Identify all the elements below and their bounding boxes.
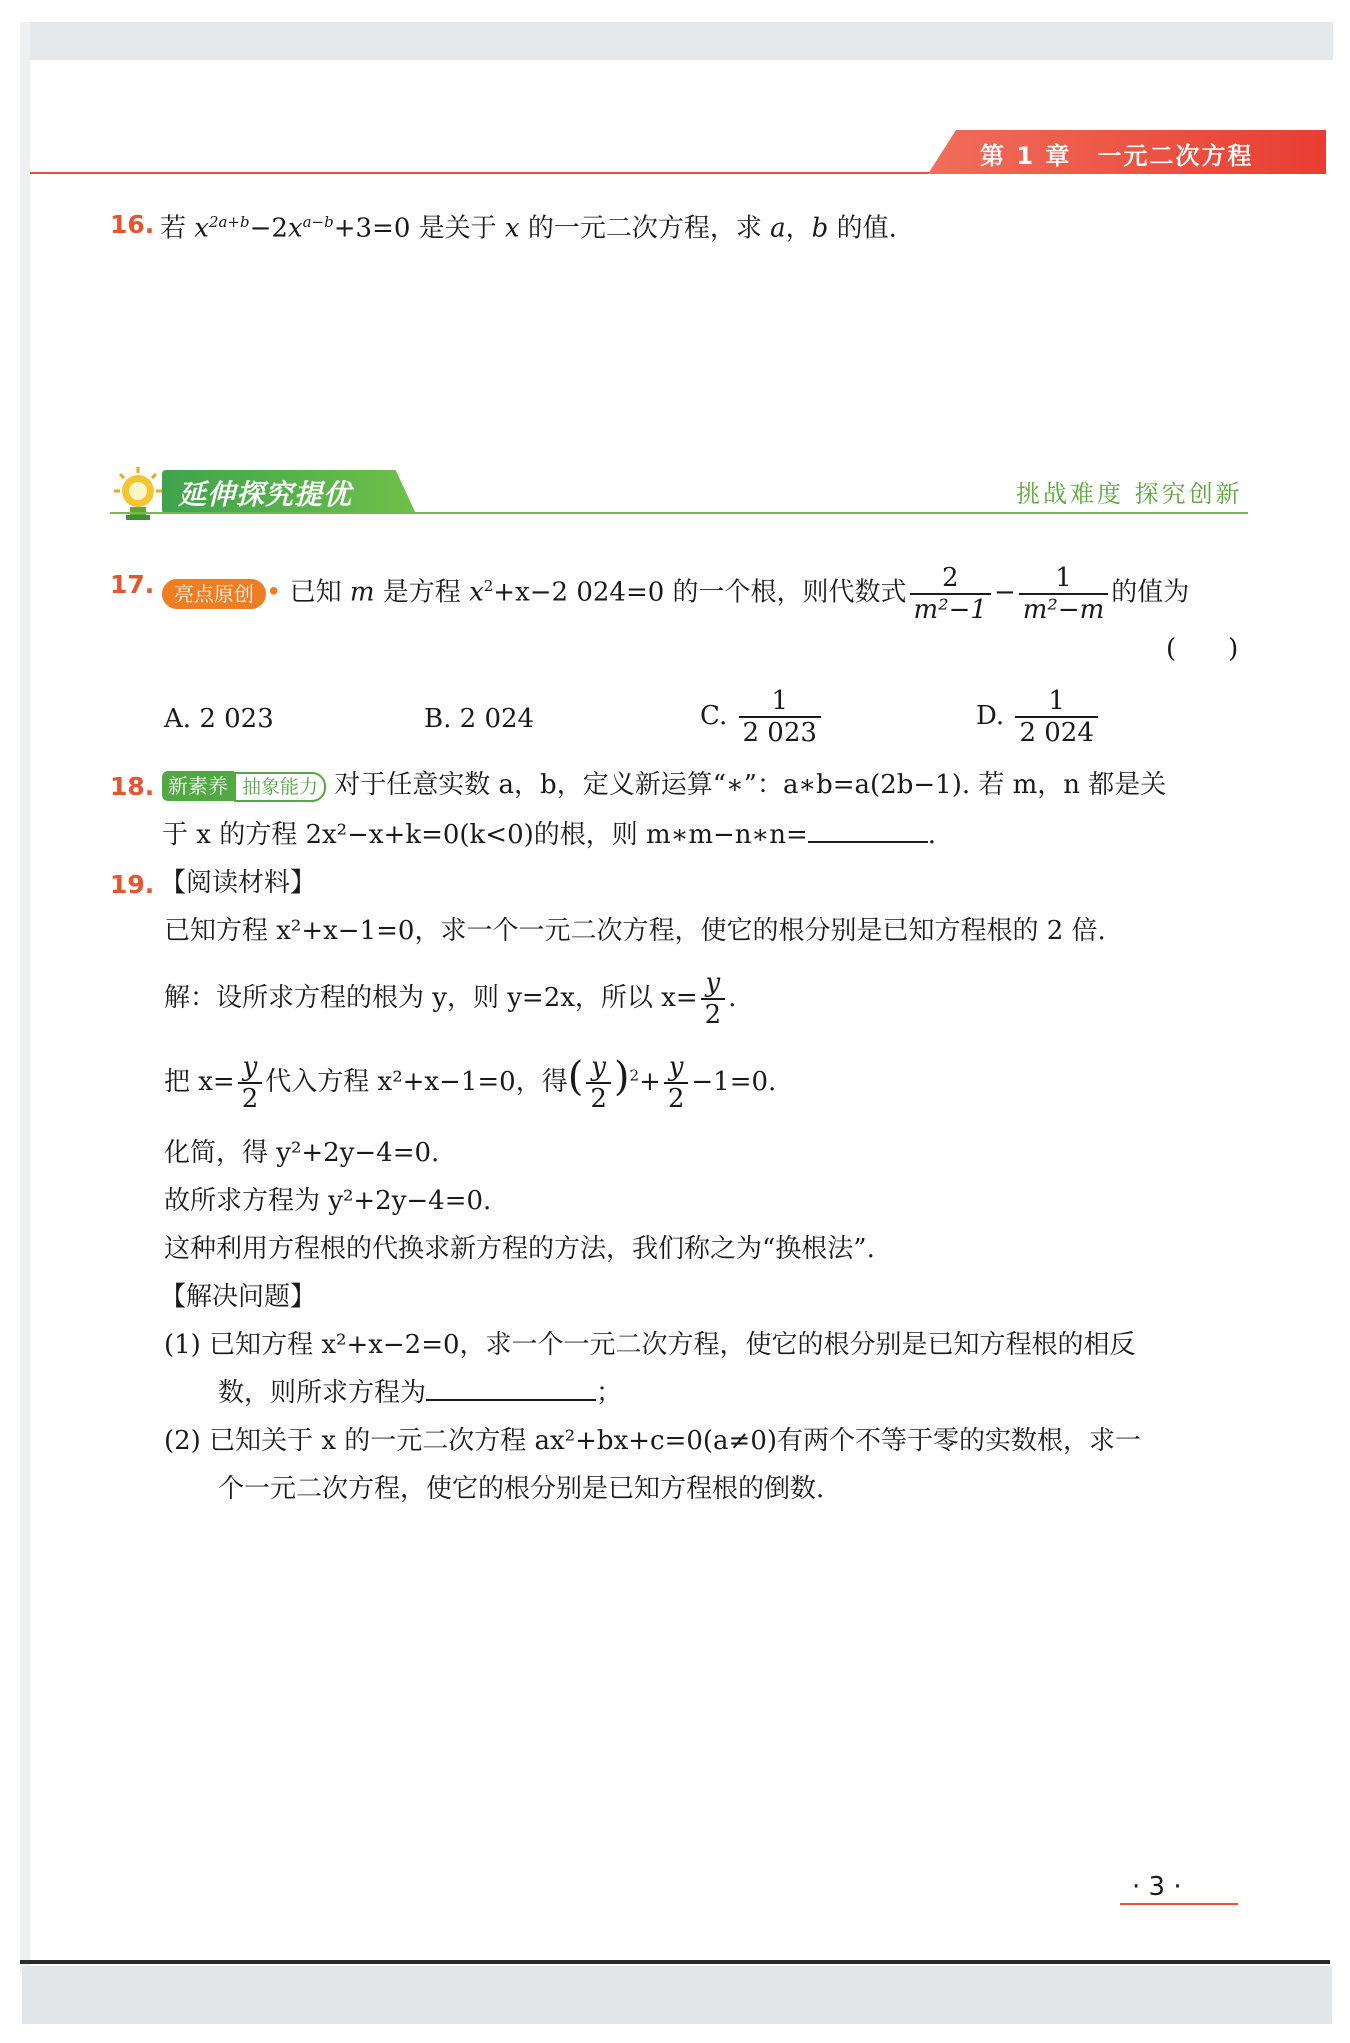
option-c[interactable]: C. $\frac{1}{2 023}$ [700, 686, 824, 748]
question-18-line-1: 新素养 抽象能力 对于任意实数 a，b，定义新运算“∗”：a∗b=a(2b−1). 若 m，n 都是关 [162, 768, 1166, 802]
answer-blank-19-1[interactable] [426, 1399, 596, 1401]
literacy-tag: 新素养 [162, 771, 234, 801]
page-bottom-shadow [20, 1960, 1330, 1964]
reading-line-2: 解：设所求方程的根为 y，则 y=2x，所以 x= $\frac{y}{2}$ . [164, 968, 737, 1030]
original-tag: 亮点原创 [162, 579, 266, 609]
option-b[interactable]: B. 2 024 [424, 704, 535, 734]
reading-title: 【阅读材料】 [160, 868, 317, 898]
page-edge-bottom [22, 1966, 1332, 2024]
question-17-number: 17. [110, 570, 155, 599]
fraction-1: $\frac{2}{\text{m²−1}}$ [910, 563, 991, 625]
trophy-lightbulb-icon [108, 465, 168, 525]
question-17-text: 亮点原创 • 已知 m 是方程 $x^2+x-2$ 024=0 的一个根，则代数式 $\frac{2}{\text{m²−1}}$ − $\frac{1}{\text{m²−m}}$ 的值为 [162, 556, 1189, 625]
answer-blank-18[interactable] [808, 841, 928, 843]
chapter-title: 第 1 章 一元二次方程 [980, 142, 1254, 170]
solve-title: 【解决问题】 [160, 1282, 317, 1312]
reading-line-6: 这种利用方程根的代换求新方程的方法，我们称之为“换根法”. [164, 1234, 875, 1264]
page-edge-left [20, 22, 30, 1972]
page-edge-top [28, 22, 1333, 60]
reading-line-3: 把 x= $\frac{y}{2}$ 代入方程 x²+x−1=0，得( $\frac{y}{2}$ )$^2$+ $\frac{y}{2}$ −1=0. [164, 1052, 777, 1114]
fraction-2: $\frac{1}{\text{m²−m}}$ [1019, 563, 1109, 625]
section-subtitle: 挑战难度 探究创新 [1016, 480, 1243, 508]
ability-tag: 抽象能力 [234, 772, 326, 802]
option-a[interactable]: A. 2 023 [164, 704, 274, 734]
solve-1-line-1: (1) 已知方程 x²+x−2=0，求一个一元二次方程，使它的根分别是已知方程根的相反 [164, 1330, 1136, 1360]
question-16-number: 16. [110, 210, 155, 239]
solve-1-line-2: 数，则所求方程为 ； [218, 1378, 623, 1408]
section-rule [110, 512, 1248, 514]
option-d[interactable]: D. $\frac{1}{2 024}$ [976, 686, 1101, 748]
question-19-number: 19. [110, 870, 155, 899]
reading-line-5: 故所求方程为 y²+2y−4=0. [164, 1186, 492, 1216]
solve-2-line-1: (2) 已知关于 x 的一元二次方程 ax²+bx+c=0(a≠0)有两个不等于零的实数根，求一 [164, 1426, 1142, 1456]
reading-line-4: 化简，得 y²+2y−4=0. [164, 1138, 440, 1168]
answer-parentheses: ( ) [1166, 634, 1239, 664]
question-18-line-2: 于 x 的方程 2x²−x+k=0(k<0)的根，则 m∗m−n∗n= . [162, 820, 937, 850]
solve-2-line-2: 个一元二次方程，使它的根分别是已知方程根的倒数. [218, 1474, 825, 1504]
page-number-rule [1120, 1903, 1238, 1905]
question-16-text: 若 $x^{2a+b}-2x^{a-b}+3=0$ 是关于 x 的一元二次方程，求 a，b 的值. [160, 213, 897, 244]
question-18-number: 18. [110, 772, 155, 801]
section-title: 延伸探究提优 [178, 478, 353, 511]
page-number: · 3 · [1132, 1872, 1182, 1902]
reading-line-1: 已知方程 x²+x−1=0，求一个一元二次方程，使它的根分别是已知方程根的 2 倍. [164, 916, 1106, 946]
